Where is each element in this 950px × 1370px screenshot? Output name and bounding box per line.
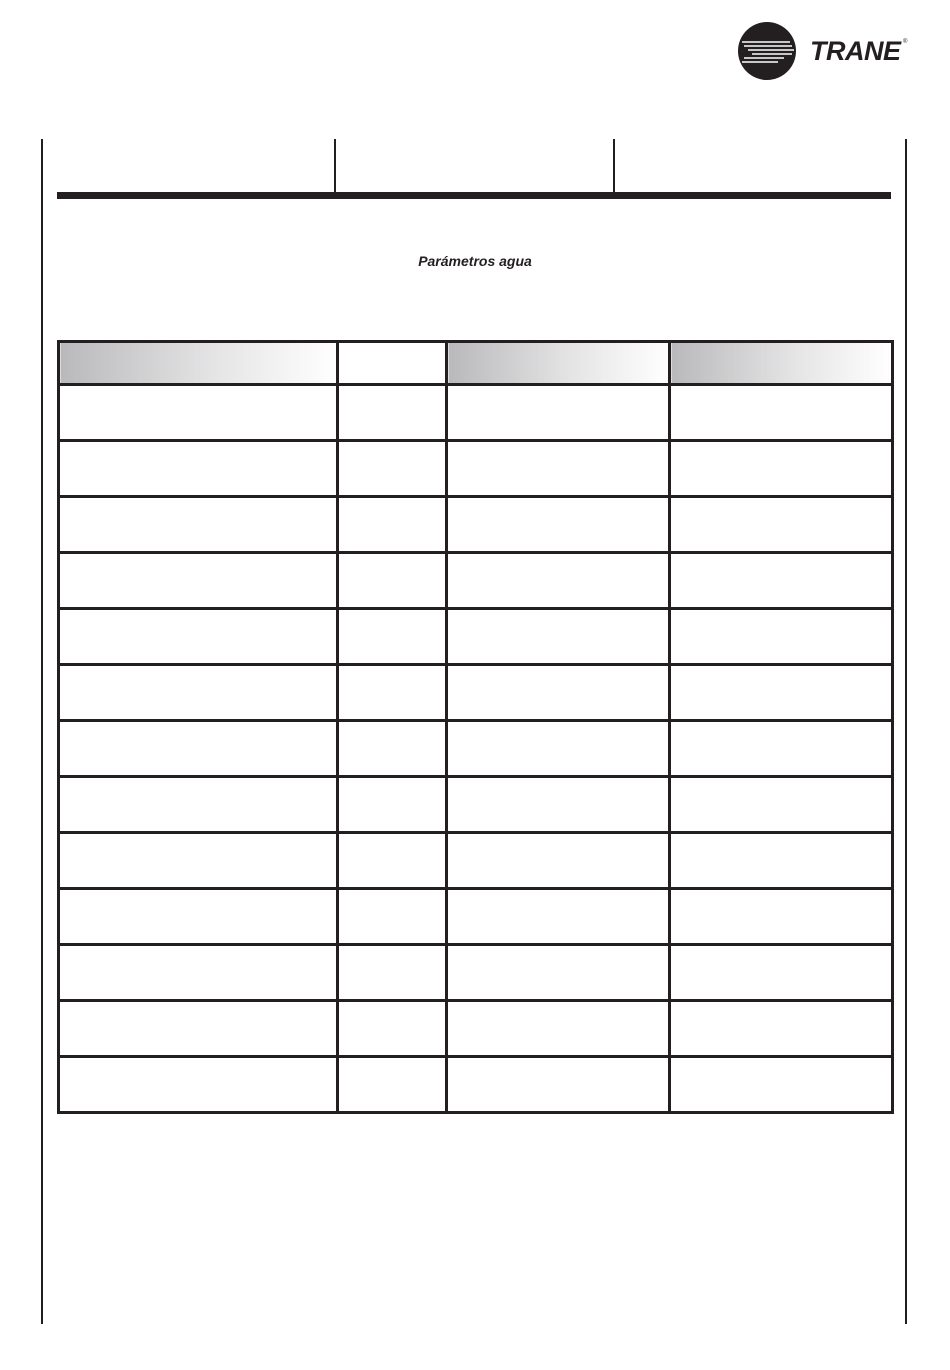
table-cell	[59, 1001, 338, 1057]
table-cell	[338, 497, 447, 553]
table-cell	[338, 945, 447, 1001]
table-cell	[447, 889, 670, 945]
header-divider-1	[334, 139, 336, 194]
header-cell-parameter	[59, 342, 338, 385]
table-cell	[59, 833, 338, 889]
table-cell	[338, 665, 447, 721]
table-cell	[670, 1057, 893, 1113]
right-margin-line	[905, 139, 907, 1324]
table-cell	[338, 1001, 447, 1057]
table-cell	[338, 721, 447, 777]
table-row	[59, 553, 893, 609]
table-cell	[447, 609, 670, 665]
table-cell	[59, 665, 338, 721]
table-cell	[59, 497, 338, 553]
table-cell	[447, 385, 670, 441]
table-row	[59, 441, 893, 497]
table-cell	[670, 889, 893, 945]
table-cell	[59, 1057, 338, 1113]
table-cell	[447, 441, 670, 497]
table-cell	[447, 945, 670, 1001]
table-cell	[670, 833, 893, 889]
table-cell	[59, 609, 338, 665]
table-row	[59, 497, 893, 553]
table-cell	[670, 665, 893, 721]
water-parameters-table	[57, 340, 894, 1114]
table-row	[59, 1057, 893, 1113]
table-cell	[670, 777, 893, 833]
table-cell	[338, 889, 447, 945]
trane-circle-icon	[738, 22, 796, 80]
table-cell	[338, 1057, 447, 1113]
table-cell	[670, 497, 893, 553]
table-row	[59, 721, 893, 777]
table-cell	[670, 945, 893, 1001]
header-cell-unit	[338, 342, 447, 385]
table-row	[59, 889, 893, 945]
section-title: Parámetros agua	[418, 253, 532, 269]
table-cell	[670, 441, 893, 497]
table-row	[59, 833, 893, 889]
table-cell	[59, 385, 338, 441]
table-cell	[447, 721, 670, 777]
table-cell	[670, 385, 893, 441]
table-cell	[447, 1057, 670, 1113]
table-cell	[338, 777, 447, 833]
table-row	[59, 665, 893, 721]
header-rule	[57, 192, 891, 199]
table-cell	[670, 1001, 893, 1057]
table-cell	[447, 833, 670, 889]
brand-name: TRANE	[810, 36, 901, 66]
table-cell	[447, 777, 670, 833]
table-cell	[59, 553, 338, 609]
table-cell	[338, 441, 447, 497]
table-cell	[670, 553, 893, 609]
table-cell	[670, 721, 893, 777]
table-row	[59, 1001, 893, 1057]
table-cell	[59, 721, 338, 777]
table-cell	[59, 945, 338, 1001]
table-cell	[59, 777, 338, 833]
table-row	[59, 777, 893, 833]
table-row	[59, 609, 893, 665]
header-cell-value-2	[670, 342, 893, 385]
left-margin-line	[41, 139, 43, 1324]
table-row	[59, 385, 893, 441]
header-cell-value-1	[447, 342, 670, 385]
table-cell	[338, 385, 447, 441]
table-header-row	[59, 342, 893, 385]
table-cell	[447, 497, 670, 553]
table-cell	[59, 441, 338, 497]
table-cell	[338, 833, 447, 889]
table-cell	[447, 665, 670, 721]
trademark-mark: ®	[903, 39, 908, 45]
table-cell	[447, 1001, 670, 1057]
trane-logo	[738, 22, 914, 82]
table-cell	[338, 609, 447, 665]
table-cell	[670, 609, 893, 665]
table-cell	[59, 889, 338, 945]
table-cell	[338, 553, 447, 609]
table-cell	[447, 553, 670, 609]
header-divider-2	[613, 139, 615, 194]
table-row	[59, 945, 893, 1001]
